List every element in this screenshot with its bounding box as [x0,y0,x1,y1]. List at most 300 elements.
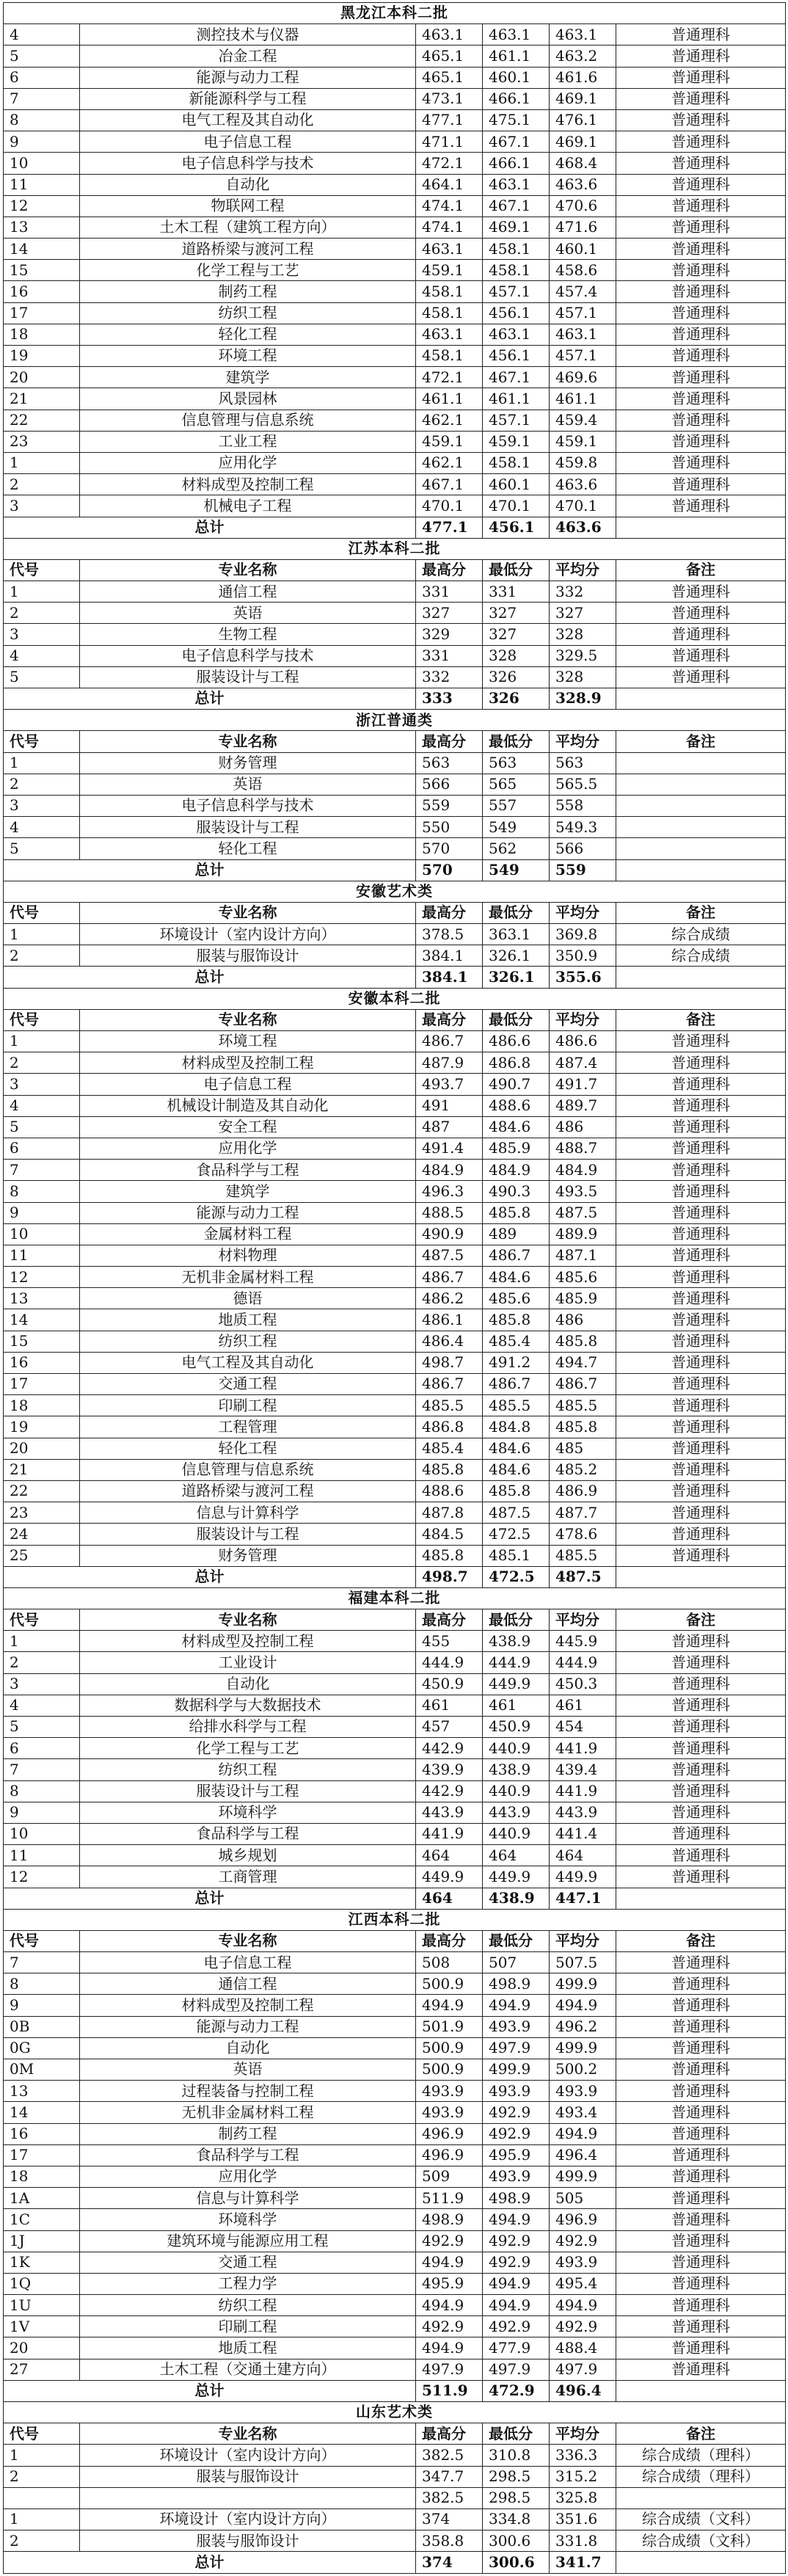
note-cell: 普通理科 [616,2059,786,2081]
code-cell: 1 [4,924,80,945]
header-min: 最低分 [483,1009,550,1030]
major-cell [80,2487,416,2508]
note-cell: 普通理科 [616,1074,786,1095]
min-score-cell: 472.5 [483,1524,550,1545]
max-score-cell: 492.9 [416,2316,483,2337]
section-title: 江西本科二批 [4,1909,786,1930]
section-title-row [4,881,786,902]
table-row [4,2016,786,2037]
min-score-cell: 363.1 [483,924,550,945]
max-score-cell: 550 [416,817,483,838]
major-cell: 轻化工程 [80,324,416,345]
avg-score-cell: 485.8 [550,1416,616,1438]
table-row [4,1759,786,1780]
code-cell: 17 [4,1374,80,1395]
header-major: 专业名称 [80,902,416,923]
note-cell: 普通理科 [616,1416,786,1438]
min-score-cell: 486.7 [483,1245,550,1266]
major-cell: 道路桥梁与渡河工程 [80,1480,416,1502]
major-cell: 安全工程 [80,1116,416,1138]
note-cell [616,817,786,838]
major-cell: 物联网工程 [80,195,416,217]
table-row [4,1845,786,1866]
min-score-cell: 494.9 [483,2295,550,2316]
code-cell: 0B [4,2016,80,2037]
major-cell: 通信工程 [80,1973,416,1995]
code-cell: 6 [4,1738,80,1759]
note-cell: 普通理科 [616,88,786,109]
avg-score-cell: 497.9 [550,2359,616,2380]
major-cell: 机械电子工程 [80,495,416,517]
avg-score-cell: 505 [550,2188,616,2209]
major-cell: 英语 [80,603,416,624]
table-row [4,1866,786,1888]
code-cell: 8 [4,1181,80,1202]
min-score-cell: 488.6 [483,1095,550,1116]
table-row [4,1780,786,1802]
major-cell: 建筑学 [80,367,416,388]
note-cell: 普通理科 [616,2209,786,2230]
code-cell: 3 [4,795,80,816]
note-cell: 普通理科 [616,1695,786,1716]
note-cell: 普通理科 [616,1502,786,1524]
min-score-cell: 456.1 [483,346,550,367]
max-score-cell: 444.9 [416,1652,483,1673]
min-score-cell: 486.8 [483,1052,550,1074]
major-cell: 地质工程 [80,1309,416,1331]
note-cell: 普通理科 [616,1823,786,1844]
max-score-cell: 498.7 [416,1352,483,1373]
table-row [4,2359,786,2380]
code-cell: 27 [4,2359,80,2380]
table-row [4,2445,786,2466]
min-score-cell: 327 [483,603,550,624]
total-max: 333 [416,688,483,710]
avg-score-cell: 464 [550,1845,616,1866]
max-score-cell: 511.9 [416,2188,483,2209]
min-score-cell: 440.9 [483,1738,550,1759]
min-score-cell: 331 [483,581,550,603]
table-row [4,1223,786,1245]
code-cell: 7 [4,1160,80,1181]
major-cell: 能源与动力工程 [80,2016,416,2037]
code-cell: 9 [4,1995,80,2016]
avg-score-cell: 487.5 [550,1202,616,1223]
avg-score-cell: 463.6 [550,474,616,495]
major-cell: 信息管理与信息系统 [80,410,416,431]
header-code: 代号 [4,2423,80,2445]
code-cell: 20 [4,367,80,388]
code-cell: 2 [4,1052,80,1074]
max-score-cell: 441.9 [416,1823,483,1844]
table-row [4,2252,786,2273]
table-row [4,1416,786,1438]
avg-score-cell: 507.5 [550,1952,616,1973]
min-score-cell: 328 [483,645,550,666]
avg-score-cell: 449.9 [550,1866,616,1888]
max-score-cell: 486.7 [416,1374,483,1395]
major-cell: 交通工程 [80,2252,416,2273]
major-cell: 财务管理 [80,752,416,774]
major-cell: 应用化学 [80,1138,416,1159]
section-title: 福建本科二批 [4,1587,786,1609]
avg-score-cell: 485.9 [550,1288,616,1309]
total-max: 384.1 [416,967,483,988]
header-max: 最高分 [416,559,483,581]
avg-score-cell: 500.2 [550,2059,616,2081]
table-row [4,88,786,109]
table-row [4,1309,786,1331]
max-score-cell: 559 [416,795,483,816]
total-note [616,2380,786,2401]
max-score-cell: 496.3 [416,1181,483,1202]
header-avg: 平均分 [550,1609,616,1631]
min-score-cell: 438.9 [483,1759,550,1780]
score-table [3,2,786,2574]
max-score-cell: 461.1 [416,388,483,410]
table-row [4,1181,786,1202]
min-score-cell: 485.9 [483,1138,550,1159]
min-score-cell: 490.7 [483,1074,550,1095]
major-cell: 给排水科学与工程 [80,1717,416,1738]
note-cell: 普通理科 [616,1395,786,1416]
total-label: 总计 [4,859,416,881]
avg-score-cell: 441.9 [550,1780,616,1802]
max-score-cell: 566 [416,774,483,795]
avg-score-cell: 485.5 [550,1395,616,1416]
code-cell: 15 [4,260,80,281]
max-score-cell: 461 [416,1695,483,1716]
min-score-cell: 563 [483,752,550,774]
max-score-cell: 464.1 [416,174,483,195]
note-cell: 普通理科 [616,2016,786,2037]
note-cell: 普通理科 [616,1331,786,1352]
max-score-cell: 494.9 [416,2295,483,2316]
major-cell: 工商管理 [80,1866,416,1888]
max-score-cell: 486.4 [416,1331,483,1352]
min-score-cell: 484.6 [483,1459,550,1480]
note-cell: 普通理科 [616,1116,786,1138]
major-cell: 制药工程 [80,2123,416,2144]
table-row [4,1545,786,1566]
table-row [4,1952,786,1973]
table-row [4,1459,786,1480]
max-score-cell: 382.5 [416,2487,483,2508]
total-note [616,967,786,988]
table-row [4,2123,786,2144]
header-note: 备注 [616,902,786,923]
column-header-row [4,1609,786,1631]
section-title-row [4,1587,786,1609]
note-cell: 普通理科 [616,495,786,517]
avg-score-cell: 327 [550,603,616,624]
max-score-cell: 450.9 [416,1673,483,1695]
avg-score-cell: 493.4 [550,2102,616,2123]
avg-score-cell: 499.9 [550,1973,616,1995]
total-row [4,859,786,881]
table-row [4,324,786,345]
max-score-cell: 459.1 [416,260,483,281]
min-score-cell: 440.9 [483,1780,550,1802]
code-cell: 19 [4,346,80,367]
total-row [4,2380,786,2401]
major-cell: 食品科学与工程 [80,1823,416,1844]
total-min: 549 [483,859,550,881]
section-title-row [4,538,786,559]
table-row [4,1245,786,1266]
avg-score-cell: 463.1 [550,324,616,345]
code-cell: 9 [4,131,80,153]
header-note: 备注 [616,1609,786,1631]
note-cell: 普通理科 [616,109,786,131]
major-cell: 轻化工程 [80,838,416,859]
major-cell: 冶金工程 [80,46,416,67]
avg-score-cell: 469.1 [550,131,616,153]
avg-score-cell: 443.9 [550,1802,616,1823]
max-score-cell: 488.5 [416,1202,483,1223]
major-cell: 环境设计（室内设计方向） [80,2445,416,2466]
max-score-cell: 467.1 [416,474,483,495]
table-row [4,1267,786,1288]
avg-score-cell: 499.9 [550,2166,616,2187]
total-label: 总计 [4,517,416,538]
total-label: 总计 [4,2380,416,2401]
avg-score-cell: 484.9 [550,1160,616,1181]
note-cell: 普通理科 [616,2037,786,2059]
table-row [4,302,786,324]
min-score-cell: 461.1 [483,46,550,67]
table-row [4,2508,786,2530]
avg-score-cell: 468.4 [550,153,616,174]
note-cell: 普通理科 [616,1031,786,1052]
min-score-cell: 440.9 [483,1823,550,1844]
major-cell: 机械设计制造及其自动化 [80,1095,416,1116]
note-cell: 普通理科 [616,1480,786,1502]
major-cell: 财务管理 [80,1545,416,1566]
note-cell: 普通理科 [616,2166,786,2187]
avg-score-cell: 558 [550,795,616,816]
total-max: 511.9 [416,2380,483,2401]
max-score-cell: 331 [416,581,483,603]
table-row [4,1395,786,1416]
table-row [4,2144,786,2166]
code-cell: 0G [4,2037,80,2059]
min-score-cell: 327 [483,624,550,645]
table-row [4,2230,786,2252]
major-cell: 化学工程与工艺 [80,1738,416,1759]
code-cell: 18 [4,2166,80,2187]
table-row [4,153,786,174]
avg-score-cell: 463.1 [550,24,616,46]
min-score-cell: 507 [483,1952,550,1973]
code-cell: 1 [4,2508,80,2530]
code-cell: 6 [4,1138,80,1159]
min-score-cell: 492.9 [483,2252,550,2273]
major-cell: 能源与动力工程 [80,1202,416,1223]
note-cell: 普通理科 [616,1223,786,1245]
min-score-cell: 485.8 [483,1202,550,1223]
table-row [4,2273,786,2294]
code-cell: 0M [4,2059,80,2081]
note-cell: 普通理科 [616,1780,786,1802]
major-cell: 英语 [80,2059,416,2081]
major-cell: 应用化学 [80,2166,416,2187]
max-score-cell: 347.7 [416,2466,483,2487]
max-score-cell: 496.9 [416,2123,483,2144]
major-cell: 城乡规划 [80,1845,416,1866]
min-score-cell: 495.9 [483,2144,550,2166]
max-score-cell: 484.9 [416,1160,483,1181]
code-cell: 23 [4,1502,80,1524]
note-cell: 普通理科 [616,67,786,88]
min-score-cell: 458.1 [483,239,550,260]
avg-score-cell: 457.1 [550,302,616,324]
table-row [4,1823,786,1844]
header-min: 最低分 [483,731,550,752]
max-score-cell: 443.9 [416,1802,483,1823]
max-score-cell: 497.9 [416,2359,483,2380]
major-cell: 德语 [80,1288,416,1309]
max-score-cell: 465.1 [416,46,483,67]
header-max: 最高分 [416,1930,483,1951]
table-row [4,1288,786,1309]
header-note: 备注 [616,2423,786,2445]
total-avg: 341.7 [550,2552,616,2573]
major-cell: 服装设计与工程 [80,666,416,688]
table-row [4,1673,786,1695]
max-score-cell: 509 [416,2166,483,2187]
min-score-cell: 484.6 [483,1116,550,1138]
total-label: 总计 [4,1566,416,1587]
min-score-cell: 438.9 [483,1631,550,1652]
note-cell: 普通理科 [616,2337,786,2359]
note-cell: 普通理科 [616,346,786,367]
major-cell: 通信工程 [80,581,416,603]
header-min: 最低分 [483,1609,550,1631]
max-score-cell: 563 [416,752,483,774]
table-row [4,388,786,410]
major-cell: 纺织工程 [80,1331,416,1352]
total-min: 472.9 [483,2380,550,2401]
section-title-row [4,710,786,731]
total-max: 374 [416,2552,483,2573]
major-cell: 电气工程及其自动化 [80,1352,416,1373]
avg-score-cell: 492.9 [550,2316,616,2337]
max-score-cell: 493.9 [416,2102,483,2123]
note-cell: 普通理科 [616,302,786,324]
max-score-cell: 327 [416,603,483,624]
min-score-cell: 492.9 [483,2230,550,2252]
table-row [4,1695,786,1716]
min-score-cell: 466.1 [483,153,550,174]
min-score-cell: 485.4 [483,1331,550,1352]
max-score-cell: 378.5 [416,924,483,945]
header-max: 最高分 [416,902,483,923]
major-cell: 测控技术与仪器 [80,24,416,46]
min-score-cell: 486.6 [483,1031,550,1052]
note-cell: 普通理科 [616,474,786,495]
max-score-cell: 493.7 [416,1074,483,1095]
note-cell: 普通理科 [616,24,786,46]
code-cell: 1A [4,2188,80,2209]
min-score-cell: 565 [483,774,550,795]
table-row [4,46,786,67]
code-cell: 9 [4,1202,80,1223]
max-score-cell: 487.5 [416,1245,483,1266]
min-score-cell: 334.8 [483,2508,550,2530]
table-row [4,452,786,473]
code-cell: 2 [4,474,80,495]
max-score-cell: 458.1 [416,346,483,367]
code-cell: 2 [4,603,80,624]
table-row [4,774,786,795]
code-cell: 2 [4,2466,80,2487]
major-cell: 电气工程及其自动化 [80,109,416,131]
table-row [4,260,786,281]
max-score-cell: 570 [416,838,483,859]
column-header-row [4,1930,786,1951]
max-score-cell: 486.2 [416,1288,483,1309]
table-row [4,239,786,260]
note-cell: 普通理科 [616,431,786,452]
code-cell: 4 [4,817,80,838]
note-cell: 普通理科 [616,1052,786,1074]
avg-score-cell: 487.7 [550,1502,616,1524]
note-cell: 普通理科 [616,217,786,238]
total-avg: 447.1 [550,1888,616,1909]
avg-score-cell: 469.1 [550,88,616,109]
note-cell: 普通理科 [616,131,786,153]
header-major: 专业名称 [80,559,416,581]
avg-score-cell: 350.9 [550,945,616,967]
avg-score-cell: 463.2 [550,46,616,67]
note-cell: 普通理科 [616,324,786,345]
avg-score-cell: 469.6 [550,367,616,388]
avg-score-cell: 459.8 [550,452,616,473]
note-cell: 普通理科 [616,1802,786,1823]
major-cell: 建筑环境与能源应用工程 [80,2230,416,2252]
min-score-cell: 326.1 [483,945,550,967]
header-min: 最低分 [483,1930,550,1951]
table-row [4,1717,786,1738]
table-row [4,2487,786,2508]
avg-score-cell: 351.6 [550,2508,616,2530]
min-score-cell: 497.9 [483,2359,550,2380]
avg-score-cell: 485.2 [550,1459,616,1480]
max-score-cell: 487 [416,1116,483,1138]
max-score-cell: 470.1 [416,495,483,517]
code-cell: 11 [4,1845,80,1866]
min-score-cell: 467.1 [483,367,550,388]
min-score-cell: 459.1 [483,431,550,452]
table-row [4,195,786,217]
avg-score-cell: 476.1 [550,109,616,131]
max-score-cell: 492.9 [416,2230,483,2252]
code-cell: 13 [4,2081,80,2102]
note-cell: 普通理科 [616,239,786,260]
table-row [4,924,786,945]
major-cell: 材料成型及控制工程 [80,474,416,495]
avg-score-cell: 493.9 [550,2252,616,2273]
table-row [4,1138,786,1159]
major-cell: 信息与计算科学 [80,2188,416,2209]
avg-score-cell: 493.9 [550,2081,616,2102]
max-score-cell: 457 [416,1717,483,1738]
min-score-cell: 549 [483,817,550,838]
table-row [4,1031,786,1052]
note-cell: 普通理科 [616,260,786,281]
min-score-cell: 449.9 [483,1866,550,1888]
